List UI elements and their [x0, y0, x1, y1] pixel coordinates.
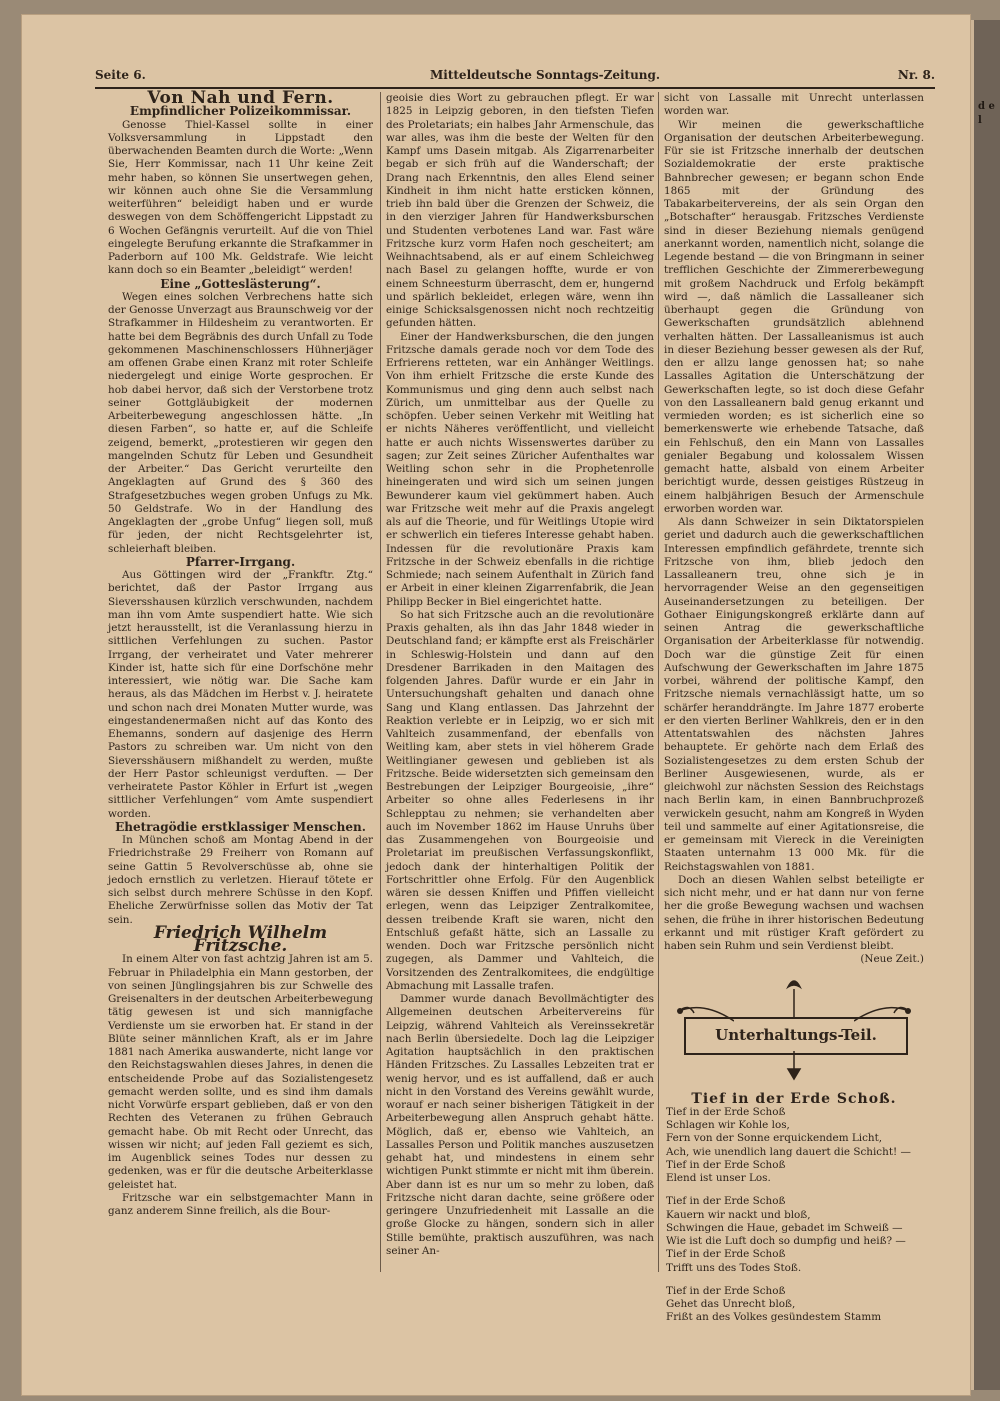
column-divider-2 — [658, 92, 659, 1272]
poem-line: Elend ist unser Los. — [666, 1172, 771, 1184]
flower-ornament-icon — [786, 977, 802, 1017]
poem-line: Gehet das Unrecht bloß, — [666, 1298, 796, 1310]
newspaper-title: Mitteldeutsche Sonntags-Zeitung. — [430, 68, 661, 82]
poem-line: Tief in der Erde Schoß — [666, 1248, 786, 1261]
poem-title: Tief in der Erde Schoß. — [691, 1090, 897, 1107]
article-title: Pfarrer-Irrgang. — [185, 554, 296, 569]
poem-line: Schlagen wir Kohle los, — [666, 1119, 790, 1131]
poem-line: Tief in der Erde Schoß — [666, 1284, 786, 1297]
article-text: Fritzsche war ein selbstgemachter Mann in ganz anderem Sinne freilich, als die Bour- — [108, 1191, 373, 1217]
article-text: Wir meinen die gewerkschaftliche Organisation der deutschen Arbeiterbewegung. Für sie ist Fritzsche innerhalb der deutschen Sozialdemokratie der erste praktische Bahnbrecher gewesen; er begann schon Ende 1865 mit der Gründung des Tabakarbeitervereins, der als sein Organ den „Botschafter“ herausgab. Fritzsches Verdienste sind in dieser Beziehung niemals genügend anerkannt worden, namentlich nicht, solange die Legende bestand — die von Bringmann in seiner trefflichen Geschichte der Zimmererbewegung mit großem Nachdruck und Erfolg bekämpft wird —, daß nämlich die Lassalleaner sich überhaupt gegen die Gründung von Gewerkschaften grundsätzlich ablehnend verhalten hätten. Der Lassalleanismus ist auch in dieser Beziehung besser gewesen als der Ruf, den er allzu lange genossen hat; so nahe Lassalles Agitation die Unterschätzung der Gewerkschaften legte, so ist doch diese Gefahr von den Lassalleanern bald genug erkannt und vermieden worden; es ist sicherlich eine so bemerkenswerte wie erhebende Tatsache, daß ein Fehlschuß, den ein Mann von Lassalles genialer Begabung und kolossalem Wissen gemacht hatte, alsbald von einem Arbeiter berichtigt wurde, dessen geistiges Rüstzeug in einem halbjährigen Besuch der Armenschule erworben worden war. — [664, 118, 924, 515]
poem-line: Fern von der Sonne erquickendem Licht, — [666, 1132, 883, 1145]
article-text: In München schoß am Montag Abend in der Friedrichstraße 29 Freiherr von Romann auf seine Gattin 5 Revolverschüsse ab, ohne sie jedoch ernstlich zu verletzen. Hierauf tötete er sich selbst durch mehrere Schüsse in den Kopf. Eheliche Zerwürfnisse sollen das Motiv der Tat sein. — [108, 834, 373, 926]
article-title: Eine „Gotteslästerung“. — [160, 276, 321, 291]
book-binding — [966, 20, 1000, 1390]
poem-line: Ach, wie unendlich lang dauert die Schicht! — — [666, 1145, 911, 1158]
column-1 — [108, 88, 373, 1218]
poem-line: Trifft uns des Todes Stoß. — [666, 1261, 802, 1274]
issue-number: Nr. 8. — [897, 68, 935, 82]
feature-title: Friedrich Wilhelm Fritzsche. — [153, 922, 328, 956]
article-text: Dammer wurde danach Bevollmächtigter des Allgemeinen deutschen Arbeitervereins für Leipzig, während Vahlteich als Vereinssekretär nach Berlin übersiedelte. Doch lag die Leipziger Agitation hauptsächlich in den praktischen Händen Fritzsches. Zu Lassalles Lebzeiten trat er wenig hervor, und es ist auffallend, daß er auch nicht in den Vorstand des Vereins gewählt wurde, worauf er nach seiner bisherigen Tätigkeit in der Arbeiterbewegung allen Anspruch gehabt hätte. Möglich, daß er, ebenso wie Vahlteich, an Lassalles Person und Politik manches auszusetzen gehabt hat, und mindestens in einem sehr wichtigen Punkt stimmte er nicht mit ihm überein. Aber dann ist es nur um so mehr zu loben, daß Fritzsche nicht daran dachte, seine größere oder geringere Unzufriedenheit mit Lassalle an die große Glocke zu hängen, sondern sich in aller Stille bemühte, praktisch auszuführen, was nach seiner An- — [386, 993, 654, 1257]
poem-line: Frißt an des Volkes gesündestem Stamm — [666, 1311, 882, 1324]
column-2 — [386, 92, 654, 1258]
section-title: Von Nah und Fern. — [147, 88, 334, 108]
poem-stanza-1 — [666, 1106, 924, 1186]
article-text: Doch an diesen Wahlen selbst beteiligte er sich nicht mehr, und er hat dann nur von ferne her die große Bewegung wachsen und wachsen sehen, die frühe in ihrer historischen Bedeutung erkannt und mit rüstiger Kraft gefördert zu haben sein Ruhm und sein Verdienst bleibt. — [664, 873, 924, 952]
binding-text: d e l — [978, 101, 995, 126]
article-text: sicht von Lassalle mit Unrecht unterlassen worden war. — [664, 92, 924, 118]
poem-stanza-2 — [666, 1195, 924, 1275]
poem-line: Tief in der Erde Schoß — [666, 1105, 786, 1118]
poem-line: Wie ist die Luft doch so dumpfig und heiß? — — [666, 1235, 906, 1247]
article-text: Genosse Thiel-Kassel sollte in einer Volksversammlung in Lippstadt den überwachenden Beamten durch die Worte: „Wenn Sie, Herr Kommissar, nach 11 Uhr keine Zeit mehr haben, so können Sie unsertwegen gehen, wir können auch ohne Sie die Versammlung weiterführen“ beleidigt haben und er wurde deswegen von dem Schöffengericht Lippstadt zu 6 Wochen Gefängnis verurteilt. Auf die von Thiel eingelegte Berufung erkannte die Strafkammer in Paderborn auf 100 Mk. Geldstrafe. Wie leicht kann doch so ein Beamter „beleidigt“ werden! — [108, 118, 373, 277]
poem-stanza-3 — [666, 1285, 924, 1325]
article-text: geoisie dies Wort zu gebrauchen pflegt. Er war 1825 in Leipzig geboren, in den tiefsten Tiefen des Proletariats; ein halbes Jahr Armenschule, das war alles, was ihm die beste der Welten für den Kampf ums Dasein mitgab. Als Zigarrenarbeiter begab er sich früh auf die Wanderschaft; der Drang nach Erkenntnis, den alles Elend seiner Kindheit in ihm nicht hatte ersticken können, trieb ihn bald über die Grenzen der Schweiz, die in den vierziger Jahren für Handwerksburschen und Studenten verbotenes Land war. Fast wäre Fritzsche kurz vorm Hafen noch gescheitert; am Weihnachtsabend, als er auf einem Schleichweg nach Basel zu gelangen hoffte, wurde er von einem Schneesturm überrascht, dem er, hungernd und spärlich bekleidet, erlegen wäre, wenn ihn einige Schicksalsgenossen nicht noch rechtzeitig gefunden hätten. — [386, 92, 654, 330]
section-banner: Unterhaltungs-Teil. — [684, 1017, 908, 1055]
article-text: Einer der Handwerksburschen, die den jungen Fritzsche damals gerade noch vor dem Tode des Erfrierens retteten, war ein Anhänger Weitlings. Von ihm erhielt Fritzsche die erste Kunde des Kommunismus und ging denn auch selbst nach Zürich, um unmittelbar aus der Quelle zu schöpfen. Ueber seinen Verkehr mit Weitling hat er nichts Näheres veröffentlicht, und vielleicht hatte er auch nichts Wissenswertes darüber zu sagen; zur Zeit seines Züricher Aufenthaltes war Weitling schon sehr in die Prophetenrolle hineingeraten und wird sich um seinen jungen Bewunderer kaum viel gekümmert haben. Auch war Fritzsche weit mehr auf die Praxis angelegt als auf die Theorie, und für Weitlings Utopie wird er schwerlich ein tieferes Interesse gehabt haben. Indessen für die revolutionäre Praxis kam Fritzsche in der Schweiz ebenfalls in die richtige Schmiede; nach seinem Aufenthalt in Zürich fand er Arbeit in einer kleinen Zigarrenfabrik, die Jean Philipp Becker in Biel eingerichtet hatte. — [386, 330, 654, 608]
poem-line: Schwingen die Haue, gebadet im Schweiß — — [666, 1221, 903, 1234]
poem-line: Tief in der Erde Schoß — [666, 1158, 786, 1171]
article-title: Ehetragödie erstklassiger Menschen. — [115, 819, 366, 834]
page-number: Seite 6. — [95, 68, 146, 82]
article-text: So hat sich Fritzsche auch an die revolutionäre Praxis gehalten, als ihn das Jahr 1848 wieder in Deutschland fand; er kämpfte erst als Freischärler in Schleswig-Holstein und dann auf den Dresdener Barrikaden in den Maitagen des folgenden Jahres. Dafür wurde er ein Jahr in Untersuchungshaft gehalten und danach ohne Sang und Klang entlassen. Das Jahrzehnt der Reaktion verlebte er in Leipzig, wo er sich mit Vahlteich zusammenfand, der ebenfalls von Weitling kam, aber stets in viel höherem Grade Weitlingianer gewesen und geblieben ist als Fritzsche. Beide widersetzten sich gemeinsam den Bestrebungen der Leipziger Bourgeoisie, „ihre“ Arbeiter so ohne alles Federlesens in ihr Schlepptau zu nehmen; sie verhandelten aber auch im November 1862 im Hause Unruhs über das Zusammengehen von Bourgeoisie und Proletariat im preußischen Verfassungskonflikt, jedoch dank der hinterhaltigen Politik der Fortschrittler ohne Erfolg. Für den Augenblick wären sie dessen Kniffen und Pfiffen vielleicht erlegen, wenn das Leipziger Zentralkomitee, dessen treibende Kraft sie waren, nicht den Entschluß gefaßt hätte, sich an Lassalle zu wenden. Doch war Fritzsche persönlich nicht zugegen, als Dammer und Vahlteich, die Vorsitzenden des Zentralkomitees, die endgültige Abmachung mit Lassalle trafen. — [386, 608, 654, 992]
poem-line: Kauern wir nackt und bloß, — [666, 1208, 811, 1221]
poem-line: Tief in der Erde Schoß — [666, 1195, 786, 1208]
article-text: Aus Göttingen wird der „Frankftr. Ztg.“ berichtet, daß der Pastor Irrgang aus Sieversshausen kürzlich verschwunden, nachdem man ihn vom Amte suspendiert hatte. Wie sich jetzt herausstellt, ist die Veranlassung hierzu in sittlichen Verfehlungen zu suchen. Pastor Irrgang, der verheiratet und Vater mehrerer Kinder ist, hatte sich für eine Dorfschöne mehr interessiert, wie nötig war. Die Sache kam heraus, als das Mädchen im Herbst v. J. heiratete und schon nach drei Monaten Mutter wurde, was eingestandenermaßen nicht auf das Konto des Ehemanns, sondern auf dasjenige des Herrn Pastors zu schreiben war. Um nicht von den Sieversshäusern mißhandelt zu werden, mußte der Herr Pastor schleunigst verduften. — Der verheiratete Pastor Köhler in Erfurt ist „wegen sittlicher Verfehlungen“ vom Amte suspendiert worden. — [108, 569, 373, 820]
column-divider-1 — [380, 92, 381, 1272]
pendant-ornament-icon — [784, 1051, 804, 1081]
column-3 — [664, 92, 924, 1335]
article-title: Empfindlicher Polizeikommissar. — [129, 104, 352, 119]
article-text: Wegen eines solchen Verbrechens hatte sich der Genosse Unverzagt aus Braunschweig vor der Strafkammer in Hildesheim zu verantworten. Er hatte bei dem Begräbnis des durch Unfall zu Tode gekommenen Maschinenschlossers Hühnerjäger am offenen Grabe einen Kranz mit roter Schleife niedergelegt und einige Worte gesprochen. Er hob dabei hervor, daß sich der Verstorbene trotz seiner Gottgläubigkeit der modernen Arbeiterbewegung angeschlossen hätte. „In diesen Farben“, so hatte er, auf die Schleife zeigend, bemerkt, „protestieren wir gegen den mangelnden Schutz für Leben und Gesundheit der Arbeiter.“ Das Gericht verurteilte den Angeklagten auf Grund des § 360 des Strafgesetzbuches wegen groben Unfugs zu Mk. 50 Geldstrafe. Wo in der Handlung des Angeklagten der „grobe Unfug“ liegen soll, muß für jeden, der nicht Rechtsgelehrter ist, schleierhaft bleiben. — [108, 290, 373, 555]
section-ornament — [674, 977, 914, 1087]
article-text: In einem Alter von fast achtzig Jahren ist am 5. Februar in Philadelphia ein Mann gestorben, der von seinen Jünglingsjahren bis zur Schwelle des Greisenalters in der deutschen Arbeiterbewegung tätig gewesen ist und sich mannigfache Verdienste um sie erworben hat. Er stand in der Blüte seiner männlichen Kraft, als er im Jahre 1881 nach Amerika auswanderte, nicht lange vor den Reichstagswahlen dieses Jahres, in denen die entscheidende Probe auf das Sozialistengesetz gemacht werden sollte, und es sind ihm damals nicht Vorwürfe erspart geblieben, daß er von den Rechten des Veteranen zu frühen Gebrauch gemacht habe. Ob mit Recht oder Unrecht, das wissen wir nicht; auf jeden Fall geziemt es sich, im Augenblick seines Todes nur dessen zu gedenken, was er für die deutsche Arbeiterklasse geleistet hat. — [108, 953, 373, 1191]
source-credit: (Neue Zeit.) — [860, 953, 924, 966]
article-text: Als dann Schweizer in sein Diktatorspielen geriet und dadurch auch die gewerkschaftlichen Interessen empfindlich gefährdete, trennte sich Fritzsche von ihm, blieb jedoch den Lassalleanern treu, ohne sich je in hervorragender Weise an den gegenseitigen Auseinandersetzungen zu beteiligen. Der Gothaer Einigungskongreß erklärte dann auf seinen Antrag die gewerkschaftliche Organisation der Arbeiterklasse für notwendig. Doch war die günstige Zeit für einen Aufschwung der Gewerkschaften im Jahre 1875 vorbei, während der politische Kampf, den Fritzsche niemals vernachlässigt hatte, um so schärfer heranddrängte. Im Jahre 1877 eroberte er den vierten Berliner Wahlkreis, den er in den Attentatswahlen des nächsten Jahres behauptete. Er gehörte nach dem Erlaß des Sozialistengesetzes zu dem ersten Schub der Berliner Ausgewiesenen, wurde, als er gleichwohl zur nächsten Session des Reichstags nach Berlin kam, in einen Bannbruchprozeß verwickeln gesucht, nahm am Kongreß in Wyden teil und sammelte auf einer Agitationsreise, die er gemeinsam mit Viereck in die Vereinigten Staaten unternahm 13 000 Mk. für die Reichstagswahlen von 1881. — [664, 516, 924, 873]
